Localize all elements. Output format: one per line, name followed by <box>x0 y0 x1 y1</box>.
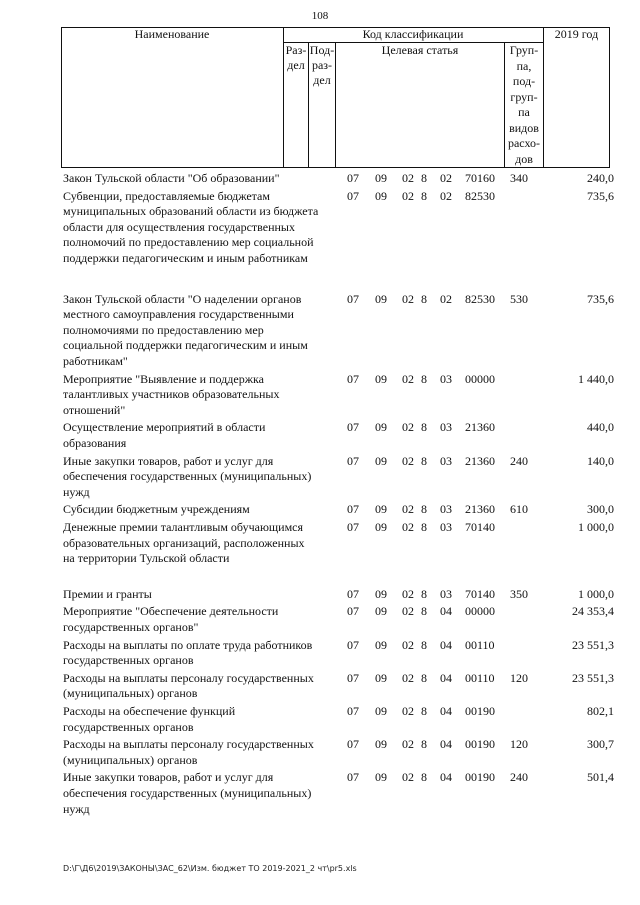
row-name-line: Расходы на выплаты по оплате труда работников <box>63 637 313 652</box>
code-cell: 02 <box>440 188 452 203</box>
code-cell: 8 <box>421 420 427 435</box>
code-cell: 02 <box>402 586 414 601</box>
code-cell: 07 <box>347 371 359 386</box>
code-cell: 09 <box>375 171 387 185</box>
row-name <box>63 292 345 370</box>
code-cell: 8 <box>421 520 427 534</box>
row-name-line: нужд <box>63 801 90 816</box>
file-path-footer: D:\Г\Д6\2019\ЗАКОНЫ\ЗАС_62\Изм. бюджет ТО 2019-2021_2 чт\pr5.xls <box>63 864 357 873</box>
code-cell: 70140 <box>465 520 495 534</box>
row-name-line: Иные закупки товаров, работ и услуг для <box>63 453 274 468</box>
row-name <box>63 372 345 419</box>
code-cell: 610 <box>510 502 528 517</box>
code-cell: 340 <box>510 171 528 185</box>
code-cell: 02 <box>402 502 414 517</box>
code-cell: 00190 <box>465 737 495 752</box>
code-cell: 07 <box>347 737 359 752</box>
code-cell: 8 <box>421 670 427 685</box>
amount-cell: 1 000,0 <box>578 520 614 534</box>
amount-cell: 1 000,0 <box>578 586 614 601</box>
code-cell: 07 <box>347 171 359 185</box>
code-cell: 00000 <box>465 371 495 386</box>
row-name-line: Премии и гранты <box>63 586 152 601</box>
row-name-line: Мероприятие "Обеспечение деятельности <box>63 604 279 619</box>
row-name-line: Осуществление мероприятий в области <box>63 420 266 435</box>
code-cell: 00190 <box>465 770 495 785</box>
code-cell: 02 <box>402 737 414 752</box>
row-name <box>63 587 345 603</box>
row-name-line: полномочиями по предоставлению мер <box>63 322 264 337</box>
row-name <box>63 671 345 702</box>
code-cell: 09 <box>375 737 387 752</box>
row-name-line: образования <box>63 435 127 450</box>
code-cell: 07 <box>347 502 359 517</box>
row-name-line: Денежные премии талантливым обучающимся <box>63 520 304 534</box>
code-cell: 02 <box>402 291 414 306</box>
code-cell: 8 <box>421 188 427 203</box>
code-cell: 09 <box>375 770 387 785</box>
code-cell: 00110 <box>465 670 495 685</box>
row-name <box>63 420 345 451</box>
code-cell: 240 <box>510 453 528 468</box>
code-cell: 07 <box>347 770 359 785</box>
row-name <box>63 171 345 187</box>
code-cell: 02 <box>402 604 414 619</box>
code-cell: 04 <box>440 670 452 685</box>
code-cell: 8 <box>421 770 427 785</box>
code-cell: 8 <box>421 171 427 185</box>
code-cell: 02 <box>402 704 414 718</box>
code-cell: 00110 <box>465 637 495 652</box>
code-cell: 70140 <box>465 586 495 601</box>
code-cell: 07 <box>347 291 359 306</box>
code-cell: 02 <box>440 291 452 306</box>
code-cell: 8 <box>421 637 427 652</box>
amount-cell: 735,6 <box>587 188 614 203</box>
code-cell: 09 <box>375 586 387 601</box>
row-name-line: муниципальных образований области из бюджета <box>63 204 319 219</box>
code-cell: 00190 <box>465 704 495 718</box>
code-cell: 8 <box>421 502 427 517</box>
row-name <box>63 704 345 735</box>
row-name-line: нужд <box>63 484 90 499</box>
code-cell: 00000 <box>465 604 495 619</box>
row-name <box>63 604 345 635</box>
amount-cell: 240,0 <box>587 171 614 185</box>
row-name-line: (муниципальных) органов <box>63 686 198 701</box>
code-cell: 04 <box>440 604 452 619</box>
amount-cell: 440,0 <box>587 420 614 435</box>
row-name-line: Иные закупки товаров, работ и услуг для <box>63 770 274 785</box>
row-name-line: Расходы на обеспечение функций <box>63 704 236 718</box>
code-cell: 8 <box>421 604 427 619</box>
row-name <box>63 454 345 501</box>
column-header-year: 2019 год <box>554 27 599 41</box>
code-cell: 02 <box>402 188 414 203</box>
code-cell: 07 <box>347 670 359 685</box>
amount-cell: 501,4 <box>587 770 614 785</box>
code-cell: 09 <box>375 291 387 306</box>
row-name <box>63 520 345 567</box>
code-cell: 07 <box>347 637 359 652</box>
row-name-line: Закон Тульской области "Об образовании" <box>63 171 280 185</box>
amount-cell: 140,0 <box>587 453 614 468</box>
code-cell: 07 <box>347 520 359 534</box>
row-name-line: образовательных организаций, расположенных <box>63 535 305 550</box>
row-name-line: работникам" <box>63 353 128 368</box>
code-cell: 09 <box>375 502 387 517</box>
row-name-line: государственных органов" <box>63 619 199 634</box>
code-cell: 82530 <box>465 188 495 203</box>
code-cell: 8 <box>421 586 427 601</box>
row-name <box>63 502 345 518</box>
amount-cell: 23 551,3 <box>572 670 614 685</box>
code-cell: 02 <box>402 770 414 785</box>
row-name-line: Закон Тульской области "О наделении органов <box>63 291 302 306</box>
row-name-line: местного самоуправления государственными <box>63 307 294 322</box>
row-name-line: обеспечения государственных (муниципальных) <box>63 785 312 800</box>
row-name-line: социальной поддержки педагогическим и иным <box>63 338 308 353</box>
code-cell: 09 <box>375 371 387 386</box>
code-cell: 8 <box>421 737 427 752</box>
code-cell: 21360 <box>465 502 495 517</box>
code-cell: 07 <box>347 420 359 435</box>
table-header <box>61 27 610 168</box>
code-cell: 07 <box>347 704 359 718</box>
code-cell: 09 <box>375 453 387 468</box>
column-header-gruppa: Груп- па, под- груп- па видов расхо- дов <box>507 43 541 166</box>
code-cell: 21360 <box>465 420 495 435</box>
code-cell: 03 <box>440 586 452 601</box>
code-cell: 530 <box>510 291 528 306</box>
row-name-line: государственных органов <box>63 719 194 734</box>
row-name-line: поддержки педагогическим и иным работникам <box>63 250 308 265</box>
row-name-line: на территории Тульской области <box>63 551 230 566</box>
row-name-line: Субвенции, предоставляемые бюджетам <box>63 188 270 203</box>
amount-cell: 300,7 <box>587 737 614 752</box>
code-cell: 07 <box>347 188 359 203</box>
code-cell: 02 <box>440 171 452 185</box>
code-cell: 350 <box>510 586 528 601</box>
amount-cell: 24 353,4 <box>572 604 614 619</box>
amount-cell: 735,6 <box>587 291 614 306</box>
page-number: 108 <box>311 10 329 22</box>
code-cell: 120 <box>510 737 528 752</box>
code-cell: 09 <box>375 188 387 203</box>
row-name-line: полномочий по предоставлению мер социальной <box>63 235 314 250</box>
amount-cell: 23 551,3 <box>572 637 614 652</box>
row-name <box>63 737 345 768</box>
code-cell: 04 <box>440 737 452 752</box>
amount-cell: 300,0 <box>587 502 614 517</box>
code-cell: 8 <box>421 371 427 386</box>
code-cell: 02 <box>402 171 414 185</box>
amount-cell: 1 440,0 <box>578 371 614 386</box>
row-name <box>63 770 345 817</box>
code-cell: 21360 <box>465 453 495 468</box>
row-name-line: отношений" <box>63 402 126 417</box>
row-name-line: обеспечения государственных (муниципальных) <box>63 469 312 484</box>
code-cell: 82530 <box>465 291 495 306</box>
row-name-line: Расходы на выплаты персоналу государственных <box>63 670 314 685</box>
code-cell: 07 <box>347 453 359 468</box>
code-cell: 02 <box>402 420 414 435</box>
code-cell: 02 <box>402 670 414 685</box>
code-cell: 09 <box>375 670 387 685</box>
row-name-line: Субсидии бюджетным учреждениям <box>63 502 250 517</box>
code-cell: 09 <box>375 520 387 534</box>
column-header-razdel: Раз- дел <box>285 43 307 72</box>
code-cell: 07 <box>347 604 359 619</box>
code-cell: 09 <box>375 637 387 652</box>
code-cell: 02 <box>402 371 414 386</box>
code-cell: 240 <box>510 770 528 785</box>
code-cell: 8 <box>421 704 427 718</box>
code-cell: 03 <box>440 420 452 435</box>
row-name-line: области для осуществления государственных <box>63 219 295 234</box>
code-cell: 03 <box>440 371 452 386</box>
code-cell: 03 <box>440 502 452 517</box>
column-header-code: Код классификации <box>362 27 464 41</box>
code-cell: 03 <box>440 520 452 534</box>
code-cell: 09 <box>375 704 387 718</box>
code-cell: 09 <box>375 604 387 619</box>
row-name-line: Мероприятие "Выявление и поддержка <box>63 371 264 386</box>
code-cell: 8 <box>421 291 427 306</box>
row-name-line: талантливых участников образовательных <box>63 387 280 402</box>
code-cell: 04 <box>440 637 452 652</box>
code-cell: 120 <box>510 670 528 685</box>
column-header-celevaya: Целевая статья <box>381 43 459 57</box>
code-cell: 70160 <box>465 171 495 185</box>
row-name <box>63 189 345 267</box>
code-cell: 8 <box>421 453 427 468</box>
code-cell: 09 <box>375 420 387 435</box>
code-cell: 04 <box>440 770 452 785</box>
code-cell: 02 <box>402 520 414 534</box>
row-name-line: (муниципальных) органов <box>63 752 198 767</box>
code-cell: 02 <box>402 637 414 652</box>
code-cell: 02 <box>402 453 414 468</box>
amount-cell: 802,1 <box>587 704 614 718</box>
row-name-line: государственных органов <box>63 653 194 668</box>
column-header-name: Наименование <box>134 27 210 41</box>
row-name-line: Расходы на выплаты персоналу государственных <box>63 737 314 752</box>
code-cell: 04 <box>440 704 452 718</box>
column-header-podrazdel: Под- раз- дел <box>309 43 335 87</box>
row-name <box>63 638 345 669</box>
code-cell: 07 <box>347 586 359 601</box>
code-cell: 03 <box>440 453 452 468</box>
